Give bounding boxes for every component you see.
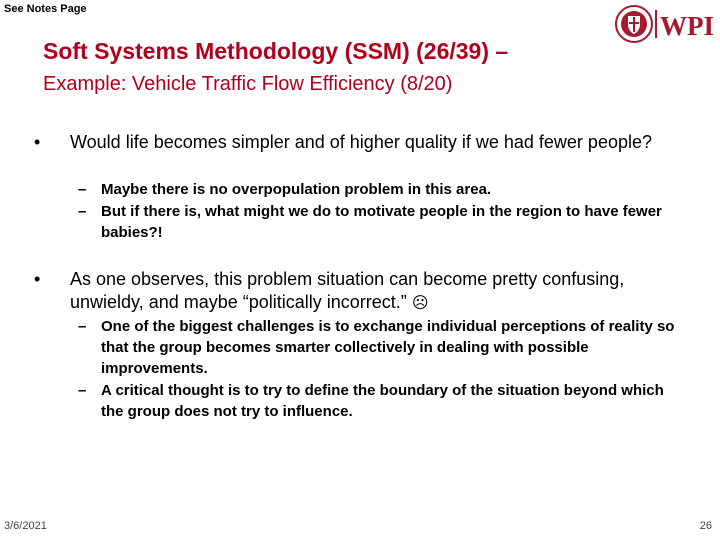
slide-title-line2: Example: Vehicle Traffic Flow Efficiency (8/20) [43, 73, 453, 95]
bullet-text: Would life becomes simpler and of higher quality if we had fewer people? [70, 132, 652, 152]
sub-bullet-2-2 [78, 380, 688, 422]
bullet-1 [34, 131, 654, 154]
bullet-marker: • [34, 132, 41, 152]
logo-wordmark: WPI [660, 11, 714, 41]
sub-bullet-1-1 [78, 179, 688, 200]
logo-divider [655, 10, 657, 38]
footer-date: 3/6/2021 [4, 520, 47, 532]
sub-bullet-text: Maybe there is no overpopulation problem in this area. [101, 181, 492, 198]
slide-title-line1: Soft Systems Methodology (SSM) (26/39) – [43, 38, 509, 64]
sub-bullet-text: But if there is, what might we do to motivate people in the region to have fewer babies?! [101, 203, 662, 241]
bullet-2 [34, 268, 654, 314]
sub-bullet-marker: – [78, 318, 87, 335]
sub-bullet-marker: – [78, 382, 87, 399]
sub-bullet-marker: – [78, 181, 87, 198]
page-number: 26 [699, 520, 712, 532]
see-notes-page-label: See Notes Page [4, 3, 87, 15]
bullet-text: As one observes, this problem situation can become pretty confusing, unwieldy, and maybe “politically incorrect.” [70, 269, 625, 312]
sub-bullet-text: A critical thought is to try to define the boundary of the situation beyond which the group does not try to influence. [101, 382, 664, 420]
sub-bullet-marker: – [78, 203, 87, 220]
sub-bullet-2-1 [78, 316, 688, 379]
sub-bullet-text: One of the biggest challenges is to exchange individual perceptions of reality so that the group becomes smarter collectively in dealing with possible improvements. [101, 318, 675, 377]
seal-cross-h [629, 22, 639, 24]
sub-bullet-1-2 [78, 201, 688, 243]
seal-cross-v [633, 17, 635, 32]
frown-emoticon-icon: ☹ [411, 293, 429, 312]
wpi-logo [614, 4, 716, 44]
bullet-marker: • [34, 269, 41, 289]
